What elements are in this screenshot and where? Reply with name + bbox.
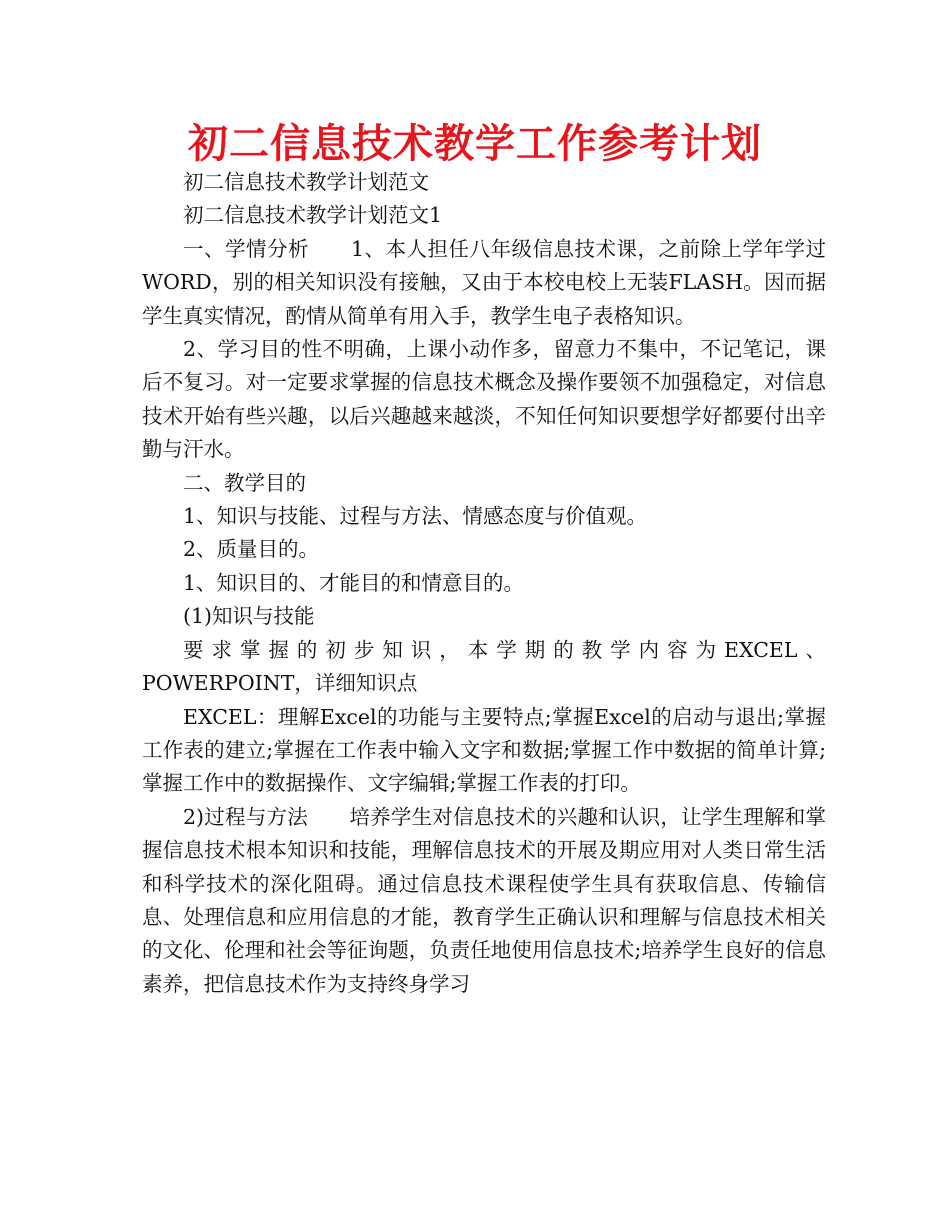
document-title: 初二信息技术教学工作参考计划 [188, 121, 762, 167]
paragraph: 初二信息技术教学计划范文 [183, 170, 429, 194]
paragraph: 初二信息技术教学计划范文1 [183, 203, 443, 228]
paragraph: 2)过程与方法 培养学生对信息技术的兴趣和认识，让学生理解和掌握信息技术根本知识和技能，理解信息技术的开展及期应用对人类日常生活和科学技术的深化阻碍。通过信息技术课程使学生具有获取信息、传输信息、处理信息和应用信息的才能，教育学生正确认识和理解与信息技术相关的文化、伦理和社会等征询题，负责任地使用信息技术;培养学生良好的信息素养，把信息技术作为支持终身学习 [142, 804, 826, 996]
paragraph: 1、知识与技能、过程与方法、情感态度与价值观。 [183, 504, 648, 529]
paragraph: 1、知识目的、才能目的和情意目的。 [183, 570, 525, 595]
paragraph: EXCEL：理解Excel的功能与主要特点;掌握Excel的启动与退出;掌握工作表的建立;掌握在工作表中输入文字和数据;掌握工作中数据的简单计算;掌握工作中的数据操作、文字编辑;掌握工作表的打印。 [142, 704, 826, 796]
paragraph: 一、学情分析 1、本人担任八年级信息技术课，之前除上学年学过WORD，别的相关知识没有接触，又由于本校电校上无装FLASH。因而据学生真实情况，酌情从简单有用入手，教学生电子表格知识。 [142, 236, 826, 328]
paragraph: 2、质量目的。 [183, 537, 320, 562]
paragraph: 要求掌握的初步知识，本学期的教学内容为EXCEL、POWERPOINT，详细知识点 [142, 637, 826, 696]
paragraph: (1)知识与技能 [183, 604, 315, 629]
paragraph: 2、学习目的性不明确，上课小动作多，留意力不集中，不记笔记，课后不复习。对一定要求掌握的信息技术概念及操作要领不加强稳定，对信息技术开始有些兴趣，以后兴趣越来越淡，不知任何知识要想学好都要付出辛勤与汗水。 [142, 337, 826, 462]
document-body [142, 166, 826, 1001]
paragraph: 二、教学目的 [183, 470, 306, 495]
